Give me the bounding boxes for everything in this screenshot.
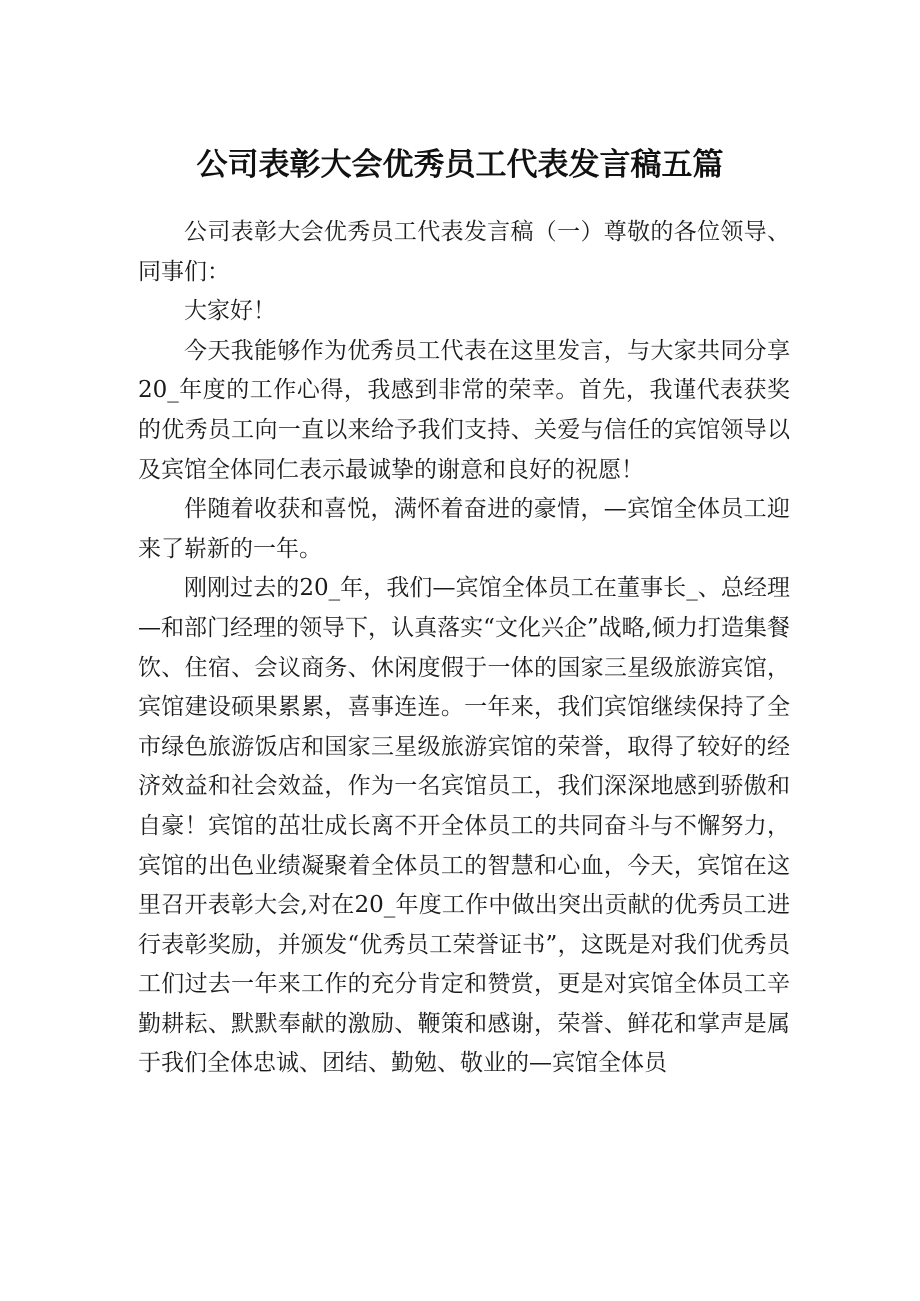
document-body [138, 213, 790, 1084]
document-title: 公司表彰大会优秀员工代表发言稿五篇 [196, 146, 724, 183]
paragraph-new-year: 伴随着收获和喜悦，满怀着奋进的豪情，—宾馆全体员工迎来了崭新的一年。 [138, 496, 790, 562]
paragraph-salutation: 公司表彰大会优秀员工代表发言稿（一）尊敬的各位领导、同事们： [138, 219, 790, 285]
paragraph-review: 刚刚过去的20_年，我们—宾馆全体员工在董事长_、总经理—和部门经理的领导下，认真落实“文化兴企”战略,倾力打造集餐饮、住宿、会议商务、休闲度假于一体的国家三星级旅游宾馆，宾馆建设硕果累累，喜事连连。一年来，我们宾馆继续保持了全市绿色旅游饭店和国家三星级旅游宾馆的荣誉，取得了较好的经济效益和社会效益，作为一名宾馆员工，我们深深地感到骄傲和自豪！宾馆的茁壮成长离不开全体员工的共同奋斗与不懈努力，宾馆的出色业绩凝聚着全体员工的智慧和心血，今天，宾馆在这里召开表彰大会,对在20_年度工作中做出突出贡献的优秀员工进行表彰奖励，并颁发“优秀员工荣誉证书”，这既是对我们优秀员工们过去一年来工作的充分肯定和赞赏，更是对宾馆全体员工辛勤耕耘、默默奉献的激励、鞭策和感谢，荣誉、鲜花和掌声是属于我们全体忠诚、团结、勤勉、敬业的—宾馆全体员 [138, 575, 790, 1077]
paragraph-greeting: 大家好！ [184, 298, 276, 325]
paragraph-opening: 今天我能够作为优秀员工代表在这里发言，与大家共同分享20_年度的工作心得，我感到非常的荣幸。首先，我谨代表获奖的优秀员工向一直以来给予我们支持、关爱与信任的宾馆领导以及宾馆全体同仁表示最诚挚的谢意和良好的祝愿！ [138, 337, 790, 483]
